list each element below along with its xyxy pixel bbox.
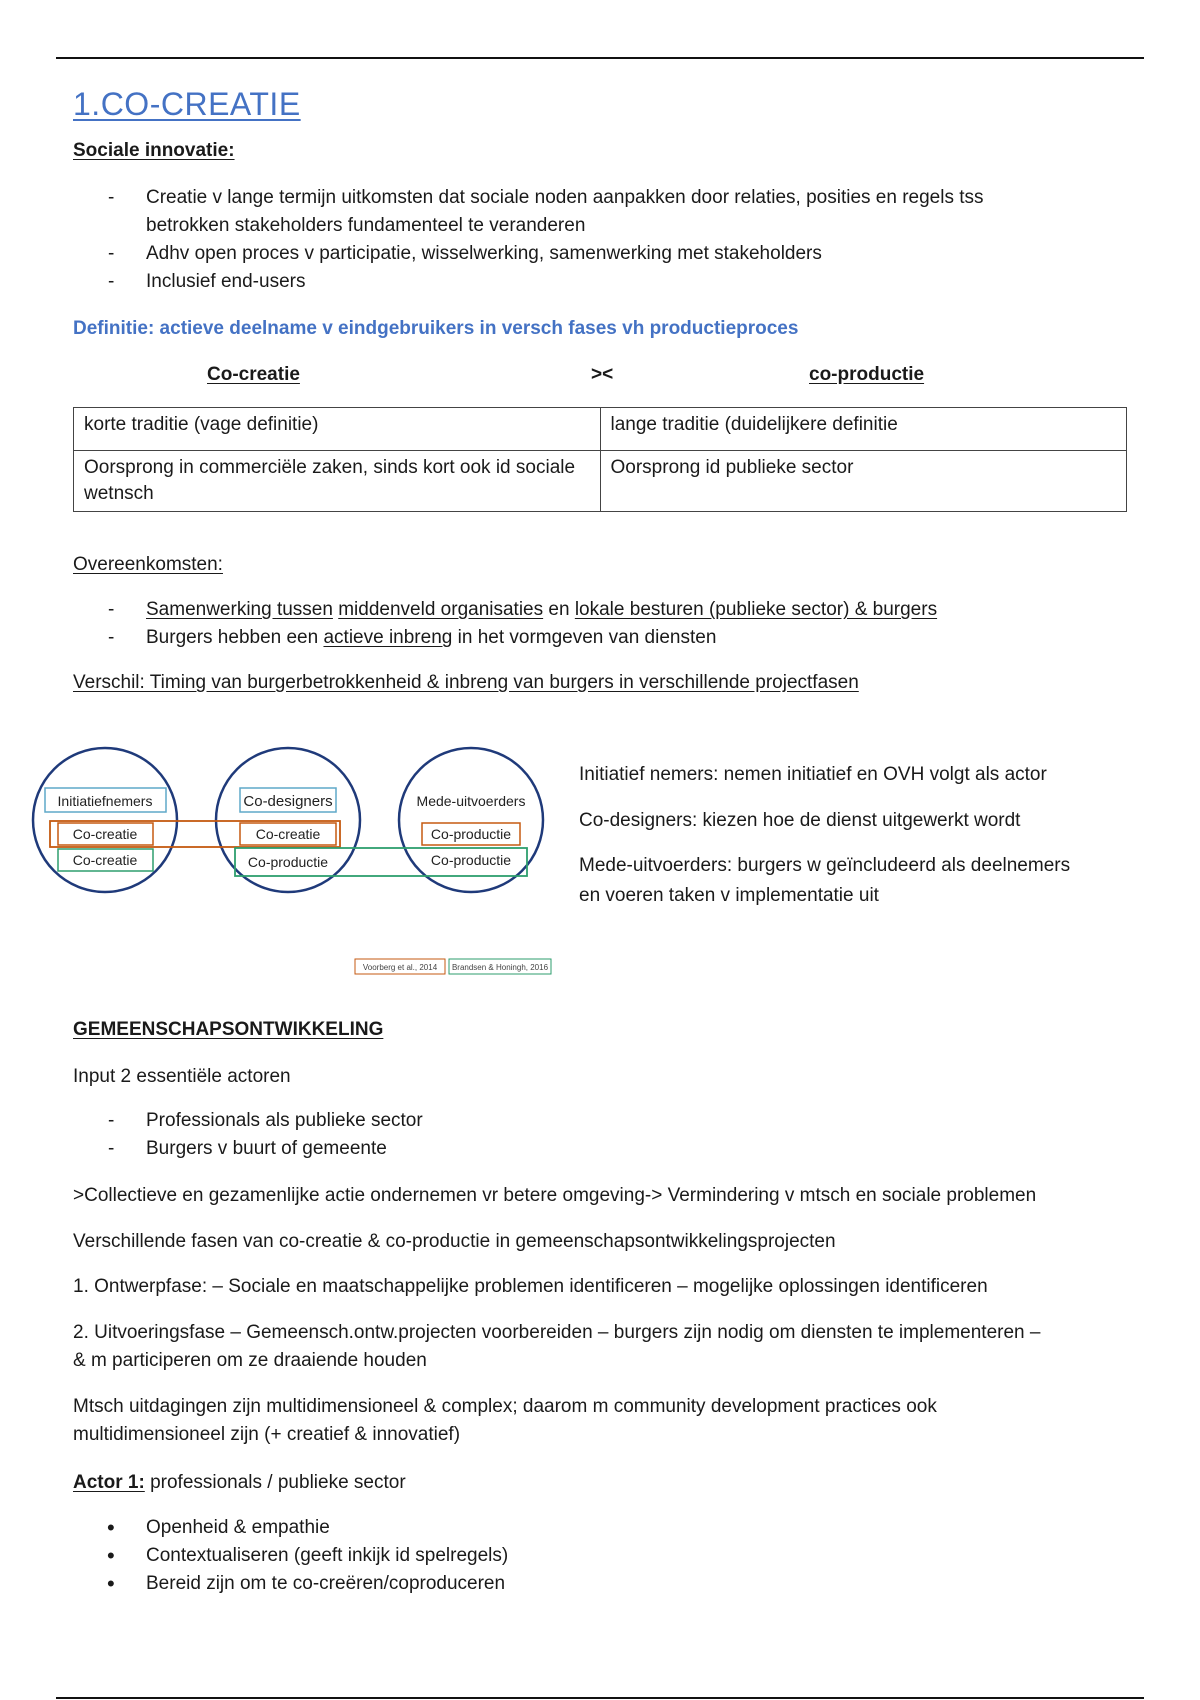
definition-text: Definitie: actieve deelname v eindgebruikers in versch fases vh productieproces — [73, 318, 799, 339]
community-heading: GEMEENSCHAPSONTWIKKELING — [73, 1019, 384, 1040]
role-initiators: Initiatief nemers: nemen initiatief en OVH volgt als actor — [579, 764, 1047, 785]
table-cell: Oorsprong id publieke sector — [600, 451, 1127, 512]
list-item: - Professionals als publieke sector — [73, 1107, 1073, 1135]
co-production-header: co-productie — [809, 364, 925, 385]
actor-1-list — [73, 1514, 1073, 1598]
co-creation-header: Co-creatie — [207, 364, 300, 385]
label-co-creation: Co-creatie — [72, 826, 138, 842]
bottom-rule — [56, 1697, 1144, 1699]
circle-title-co-implementers: Mede-uitvoerders — [416, 793, 526, 809]
table-row — [74, 451, 1127, 512]
label-co-creation: Co-creatie — [72, 852, 138, 868]
phase-2: 2. Uitvoeringsfase – Gemeensch.ontw.projecten voorbereiden – burgers zijn nodig om diensten te implementeren – & m participeren om ze draaiende houden — [73, 1322, 1041, 1371]
similarities-heading: Overeenkomsten: — [73, 554, 223, 575]
list-item: • Bereid zijn om te co-creëren/coproduceren — [73, 1570, 1073, 1598]
top-rule — [56, 57, 1144, 59]
label-co-creation: Co-creatie — [255, 826, 321, 842]
table-row — [74, 408, 1127, 451]
circle-co-designers — [216, 748, 360, 892]
actor-1-line: Actor 1: professionals / publieke sector — [73, 1472, 406, 1493]
list-item: - Samenwerking tussen middenveld organisaties en lokale besturen (publieke sector) & burgers — [73, 596, 1073, 624]
social-innovation-heading: Sociale innovatie: — [73, 140, 235, 161]
actor-1-label: Actor 1: — [73, 1472, 145, 1493]
circle-co-implementers — [399, 748, 543, 892]
legend-source-2: Brandsen & Honingh, 2016 — [451, 963, 549, 972]
table-cell: Oorsprong in commerciële zaken, sinds kort ook id sociale wetnsch — [74, 451, 601, 512]
social-innovation-list — [73, 184, 1073, 296]
difference-text: Verschil: Timing van burgerbetrokkenheid & inbreng van burgers in verschillende projectfasen — [73, 672, 859, 693]
list-item: - Inclusief end-users — [73, 268, 1073, 296]
label-co-production: Co-productie — [430, 852, 512, 868]
list-item: • Openheid & empathie — [73, 1514, 1073, 1542]
list-item: • Contextualiseren (geeft inkijk id spelregels) — [73, 1542, 1073, 1570]
label-co-production: Co-productie — [247, 854, 329, 870]
actors-list — [73, 1107, 1073, 1163]
table-cell: korte traditie (vage definitie) — [74, 408, 601, 451]
list-item: - Creatie v lange termijn uitkomsten dat sociale noden aanpakken door relaties, posities en regels tss betrokken stakeholders fundamenteel te veranderen — [73, 184, 1073, 240]
page-title: 1.CO-CREATIE — [73, 86, 301, 122]
list-item: - Adhv open proces v participatie, wisselwerking, samenwerking met stakeholders — [73, 240, 1073, 268]
community-input: Input 2 essentiële actoren — [73, 1066, 291, 1087]
collective-action-text: >Collectieve en gezamenlijke actie ondernemen vr betere omgeving-> Vermindering v mtsch en sociale problemen — [73, 1185, 1037, 1206]
versus-separator: >< — [591, 364, 614, 385]
similarities-list — [73, 596, 1073, 652]
role-co-designers: Co-designers: kiezen hoe de dienst uitgewerkt wordt — [579, 810, 1021, 831]
list-item: - Burgers v buurt of gemeente — [73, 1135, 1073, 1163]
table-cell: lange traditie (duidelijkere definitie — [600, 408, 1127, 451]
role-co-implementers: Mede-uitvoerders: burgers w geïncludeerd als deelnemers en voeren taken v implementatie uit — [579, 855, 1071, 906]
label-co-production: Co-productie — [430, 826, 512, 842]
participation-diagram — [30, 740, 570, 980]
challenges-text: Mtsch uitdagingen zijn multidimensioneel & complex; daarom m community development practices ook multidimensioneel zijn (+ creatief & innovatief) — [73, 1396, 937, 1445]
phase-1: 1. Ontwerpfase: – Sociale en maatschappelijke problemen identificeren – mogelijke oplossingen identificeren — [73, 1276, 988, 1297]
legend-source-1: Voorberg et al., 2014 — [362, 963, 438, 972]
circle-title-co-designers: Co-designers — [243, 793, 333, 810]
list-item: - Burgers hebben een actieve inbreng in het vormgeven van diensten — [73, 624, 1073, 652]
circle-title-initiators: Initiatiefnemers — [57, 793, 153, 809]
comparison-table — [73, 407, 1127, 512]
phases-intro: Verschillende fasen van co-creatie & co-productie in gemeenschapsontwikkelingsprojecten — [73, 1231, 836, 1252]
